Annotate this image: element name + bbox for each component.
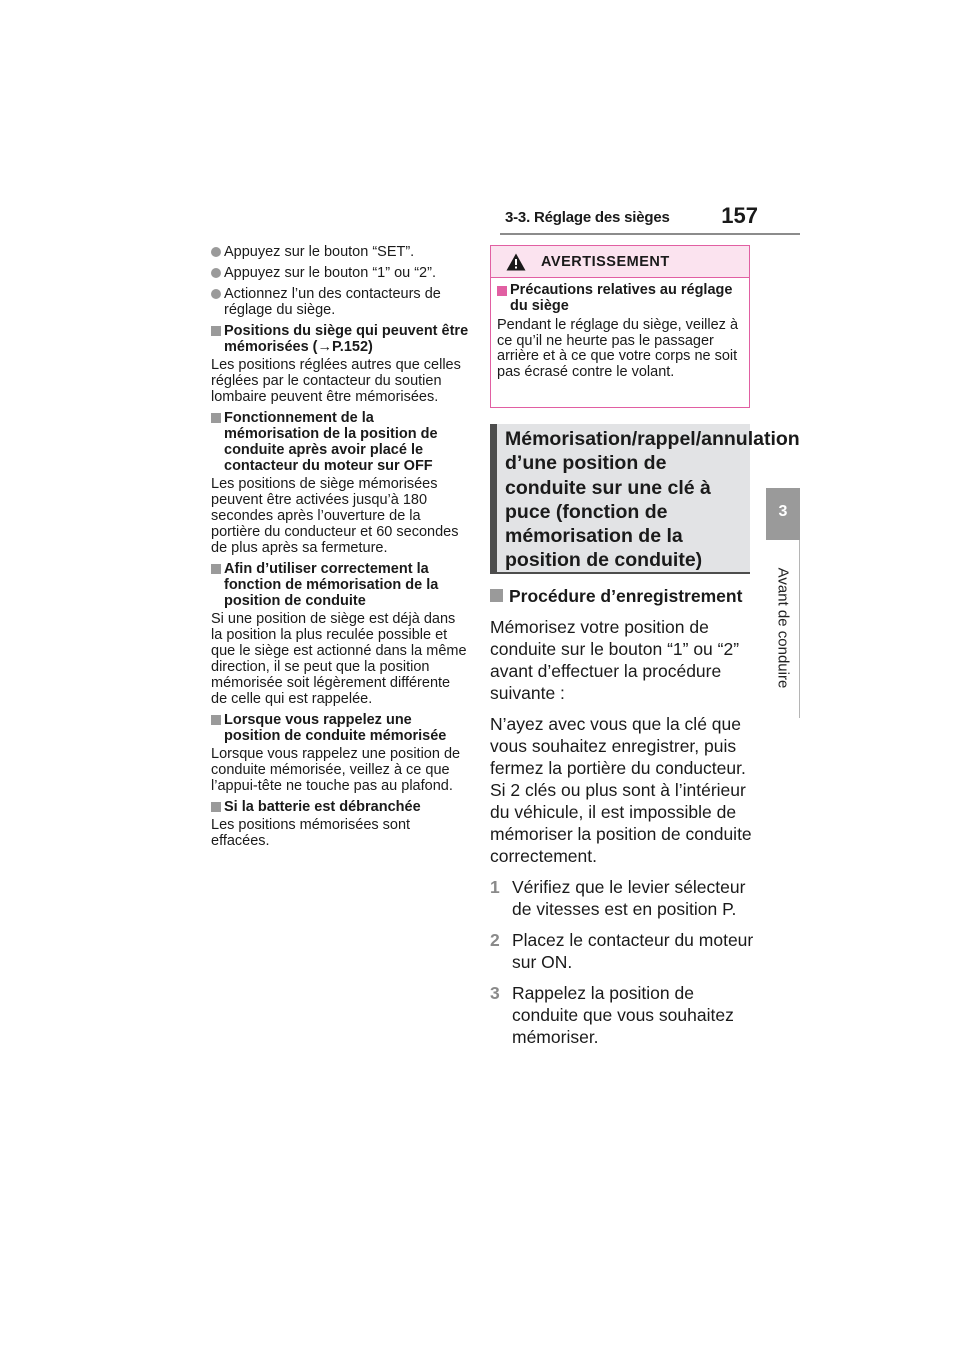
section-text: Les positions réglées autres que celles réglées par le contacteur du soutien lombaire peuvent être mémorisées. — [211, 357, 461, 405]
left-column — [211, 244, 469, 853]
procedure-step: 2 Placez le contacteur du moteur sur ON. — [490, 930, 754, 972]
procedure-text: Si 2 clés ou plus sont à l’intérieur du véhicule, il est impossible de mémoriser la position de conduite correctement. — [490, 780, 752, 866]
procedure-text: Mémorisez votre position de conduite sur le bouton “1” ou “2” avant d’effectuer la procédure suivante : — [490, 617, 740, 703]
warning-triangle-icon — [506, 253, 526, 271]
bullet-dot-icon — [211, 247, 221, 257]
page-header — [500, 203, 760, 231]
list-item: Actionnez l’un des contacteurs de réglage du siège. — [211, 286, 469, 318]
section-title: 3-3. Réglage des sièges — [505, 209, 670, 226]
section-heading: Lorsque vous rappelez une position de conduite mémorisée — [211, 712, 469, 744]
chapter-number: 3 — [778, 503, 788, 520]
section-heading: Positions du siège qui peuvent être mémorisées (→P.152) — [211, 323, 469, 355]
step-number: 3 — [490, 983, 500, 1003]
warning-title: AVERTISSEMENT — [541, 254, 670, 270]
section-text: Lorsque vous rappelez une position de conduite mémorisée, veillez à ce que l’appui-tête ne touche pas au plafond. — [211, 746, 461, 794]
header-divider — [500, 233, 800, 235]
chapter-tab — [766, 488, 800, 540]
step-number: 1 — [490, 877, 500, 897]
square-bullet-icon — [211, 802, 221, 812]
feature-title: Mémorisation/rappel/annulation d’une position de conduite sur une clé à puce (fonction de mémorisation de la position de conduite) — [505, 428, 800, 572]
step-number: 2 — [490, 930, 500, 950]
procedure-text: N’ayez avec vous que la clé que vous souhaitez enregistrer, puis fermez la portière du conducteur. — [490, 714, 746, 778]
square-bullet-icon — [211, 564, 221, 574]
warning-subheading: Précautions relatives au réglage du siège — [497, 283, 744, 314]
page-number: 157 — [721, 203, 758, 228]
section-heading: Fonctionnement de la mémorisation de la position de conduite après avoir placé le contacteur du moteur sur OFF — [211, 410, 469, 474]
square-bullet-icon — [490, 589, 503, 602]
procedure-step: 3 Rappelez la position de conduite que vous souhaitez mémoriser. — [490, 983, 734, 1047]
chapter-title: Avant de conduire — [774, 567, 792, 689]
square-bullet-icon — [497, 286, 507, 296]
list-item: Appuyez sur le bouton “1” ou “2”. — [211, 265, 469, 281]
bullet-dot-icon — [211, 268, 221, 278]
feature-title-underline — [490, 572, 750, 574]
section-text: Les positions mémorisées sont effacées. — [211, 817, 411, 849]
section-text: Si une position de siège est déjà dans la position la plus reculée possible et que le siège est actionné dans la même direction, il se peut que la position mémorisée soit légèrement différente de celle qui est rappelée. — [211, 611, 467, 707]
section-heading: Si la batterie est débranchée — [211, 799, 469, 815]
chapter-tab-line — [799, 540, 800, 718]
warning-box — [490, 245, 750, 408]
square-bullet-icon — [211, 413, 221, 423]
procedure-heading: Procédure d’enregistrement — [490, 585, 755, 607]
list-item: Appuyez sur le bouton “SET”. — [211, 244, 469, 260]
warning-body — [491, 278, 749, 380]
section-text: Les positions de siège mémorisées peuvent être activées jusqu’à 180 secondes après l’ouverture de la portière du conducteur et 60 secondes de plus après sa fermeture. — [211, 476, 459, 556]
section-heading: Afin d’utiliser correctement la fonction de mémorisation de la position de conduite — [211, 561, 469, 609]
feature-title-box — [490, 424, 800, 573]
square-bullet-icon — [211, 326, 221, 336]
square-bullet-icon — [211, 715, 221, 725]
warning-header — [491, 246, 749, 278]
right-column — [490, 585, 755, 1057]
warning-text: Pendant le réglage du siège, veillez à ce qu’il ne heurte pas le passager arrière et à ce que votre corps ne soit pas écrasé contre le volant. — [497, 317, 739, 380]
bullet-dot-icon — [211, 289, 221, 299]
procedure-step: 1 Vérifiez que le levier sélecteur de vitesses est en position P. — [490, 877, 746, 919]
